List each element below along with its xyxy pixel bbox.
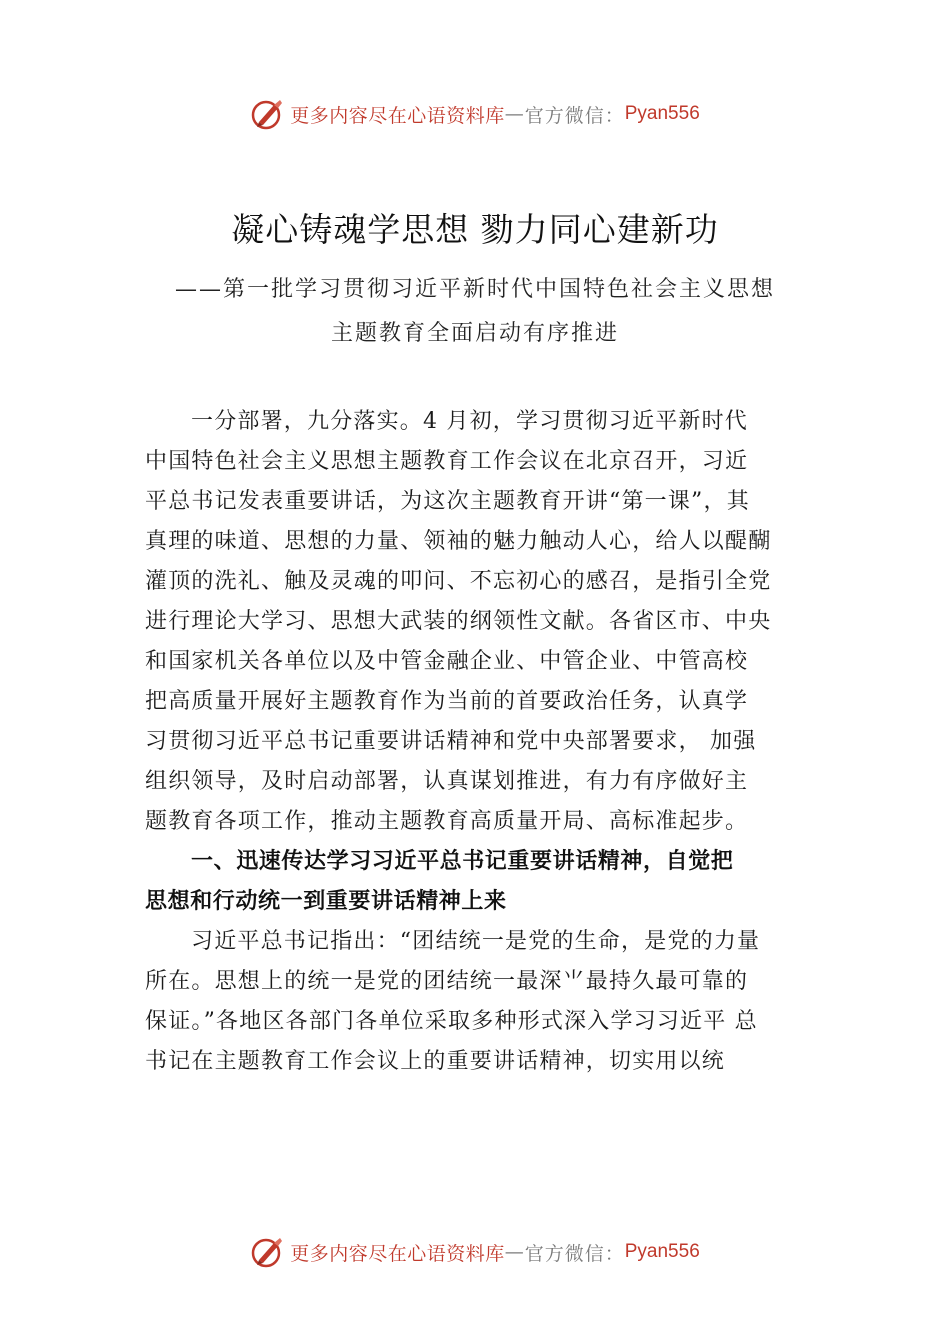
paragraph-1-line: 进行理论大学习、思想大武装的纲领性文献。各省区市、中央 bbox=[145, 609, 772, 634]
paragraph-1-line: 平总书记发表重要讲话，为这次主题教育开讲“第一课”，其 bbox=[145, 489, 750, 514]
paragraph-1-line: 组织领导，及时启动部署，认真谋划推进，有力有序做好主 bbox=[145, 769, 749, 794]
watermark-wechat-id: Pyan556 bbox=[624, 103, 700, 124]
paragraph-1-line: 中国特色社会主义思想主题教育工作会议在北京召开，习近 bbox=[145, 449, 749, 474]
paragraph-1-line: 把高质量开展好主题教育作为当前的首要政治任务，认真学 bbox=[145, 689, 749, 714]
pen-logo-icon bbox=[250, 1234, 286, 1270]
paragraph-1-line: 题教育各项工作，推动主题教育高质量开局、高标准起步。 bbox=[145, 809, 749, 834]
document-subtitle-line-2: 主题教育全面启动有序推进 bbox=[330, 321, 619, 346]
watermark-banner-bottom bbox=[0, 1232, 950, 1272]
document-body bbox=[145, 402, 813, 1082]
watermark-source-text: 更多内容尽在心语资料库 bbox=[290, 104, 505, 127]
paragraph-1-line: 真理的味道、思想的力量、领袖的魅力触动人心，给人以醍醐 bbox=[145, 529, 772, 554]
watermark-dash: — bbox=[504, 1241, 525, 1263]
paragraph-1-line: 和国家机关各单位以及中管金融企业、中管企业、中管高校 bbox=[145, 649, 749, 674]
paragraph-1-line: 习贯彻习近平总书记重要讲话精神和党中央部署要求， 加强 bbox=[145, 729, 757, 754]
paragraph-2-line: 保证。”各地区各部门各单位采取多种形式深入学习习近平 总 bbox=[145, 1009, 758, 1034]
paragraph-2-line: 习近平总书记指出：“团结统一是党的生命，是党的力量 bbox=[191, 929, 761, 954]
watermark-source-text: 更多内容尽在心语资料库 bbox=[290, 1242, 505, 1265]
paragraph-2-line: 书记在主题教育工作会议上的重要讲话精神，切实用以统 bbox=[145, 1049, 726, 1074]
watermark-wechat-id: Pyan556 bbox=[624, 1241, 700, 1262]
pen-logo-icon bbox=[250, 96, 286, 132]
watermark-wechat-label: 官方微信： bbox=[524, 104, 625, 127]
section-heading-line: 一、迅速传达学习习近平总书记重要讲话精神，自觉把 bbox=[191, 849, 734, 874]
watermark-dash: — bbox=[504, 103, 525, 125]
watermark-banner-top bbox=[0, 94, 950, 134]
paragraph-1-line: 一分部署，九分落实。4 月初，学习贯彻习近平新时代 bbox=[191, 409, 748, 434]
section-heading-line: 思想和行动统一到重要讲话精神上来 bbox=[145, 889, 507, 914]
document-title: 凝心铸魂学思想 勠力同心建新功 bbox=[231, 210, 719, 249]
document-subtitle-line-1: ——第一批学习贯彻习近平新时代中国特色社会主义思想 bbox=[174, 277, 775, 302]
paragraph-2-line: 所在。思想上的统一是党的团结统一最深⺌最持久最可靠的 bbox=[145, 969, 749, 994]
watermark-wechat-label: 官方微信： bbox=[524, 1242, 625, 1265]
paragraph-1-line: 灌顶的洗礼、触及灵魂的叩问、不忘初心的感召，是指引全党 bbox=[145, 569, 772, 594]
